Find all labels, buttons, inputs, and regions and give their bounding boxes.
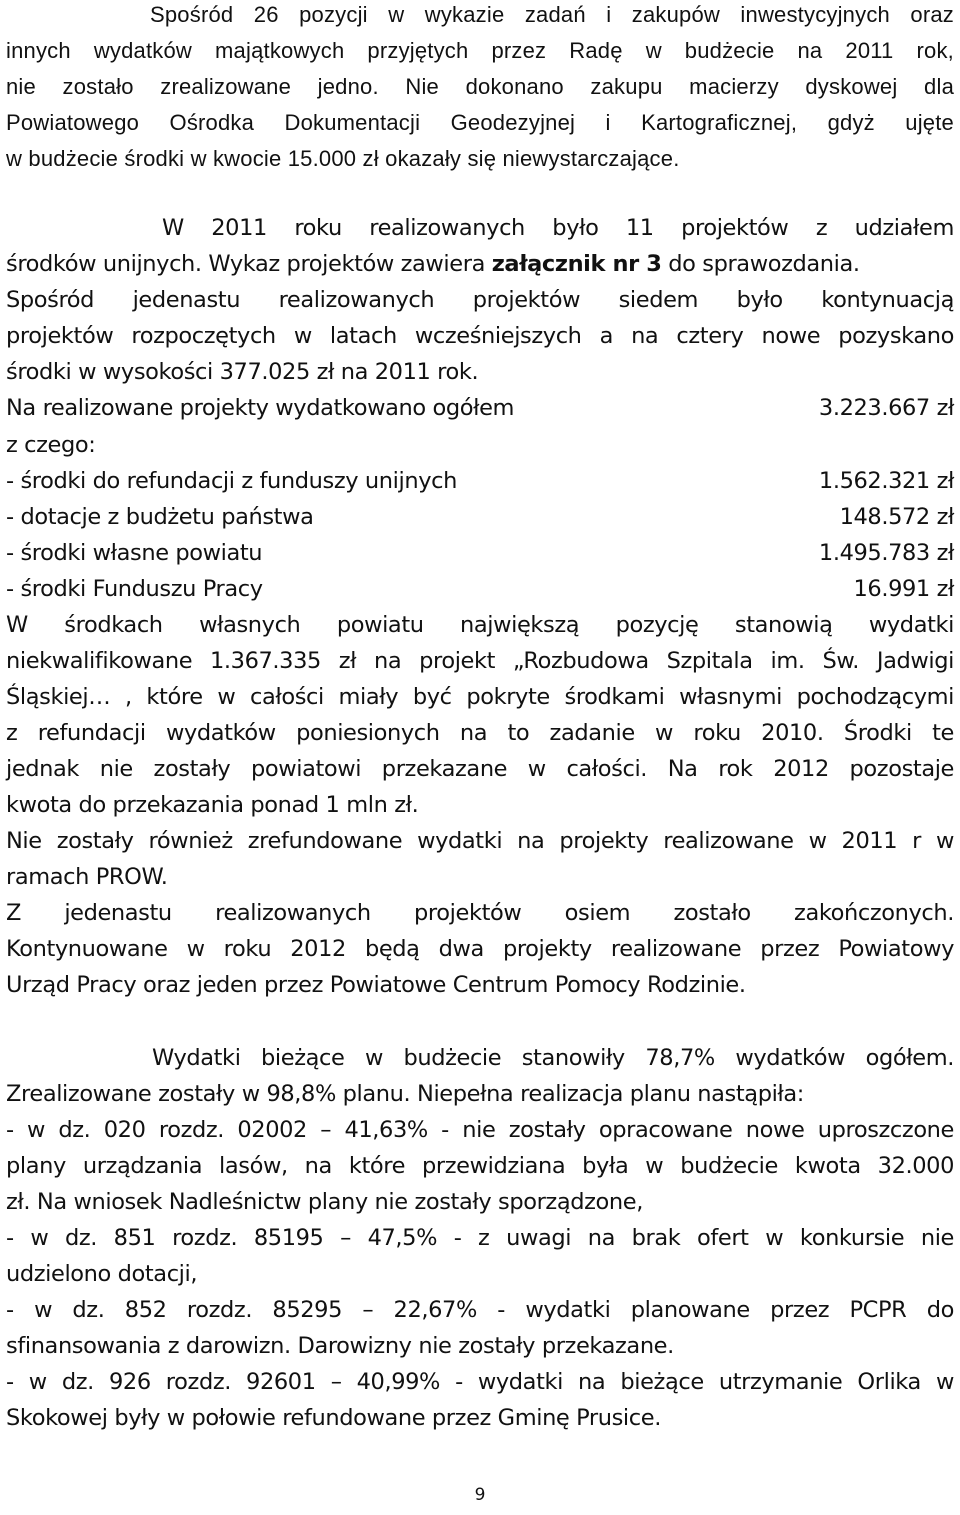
- p4-line-3: - w dz. 020 rozdz. 02002 – 41,63% - nie zostały opracowane nowe uproszczone: [6, 1117, 954, 1143]
- p3-line-1: W środkach własnych powiatu największą pozycję stanowią wydatki: [6, 612, 954, 638]
- spend-row: [6, 504, 954, 534]
- p4-line-1: Wydatki bieżące w budżecie stanowiły 78,7% wydatków ogółem.: [152, 1045, 954, 1071]
- p1-line-2: innych wydatków majątkowych przyjętych przez Radę w budżecie na 2011 rok,: [6, 38, 954, 63]
- p4-line-6: - w dz. 851 rozdz. 85195 – 47,5% - z uwagi na brak ofert w konkursie nie: [6, 1225, 954, 1251]
- p1-line-5: w budżecie środki w kwocie 15.000 zł okazały się niewystarczające.: [6, 146, 680, 171]
- p3-line-9: Z jedenastu realizowanych projektów osiem zostało zakończonych.: [6, 900, 954, 926]
- p2-line-2: [6, 251, 954, 277]
- p1-line-3: nie zostało zrealizowane jedno. Nie dokonano zakupu macierzy dyskowej dla: [6, 74, 954, 99]
- p3-line-7: Nie zostały również zrefundowane wydatki na projekty realizowane w 2011 r w: [6, 828, 954, 854]
- spend-row-label: - środki do refundacji z funduszy unijnych: [6, 468, 457, 494]
- p2-line-4: projektów rozpoczętych w latach wcześniejszych a na cztery nowe pozyskano: [6, 323, 954, 349]
- spend-of-which: z czego:: [6, 432, 96, 458]
- spend-row-label: - środki Funduszu Pracy: [6, 576, 263, 602]
- spend-total-amount: 3.223.667 zł: [818, 395, 954, 421]
- spend-total-row: [6, 395, 954, 425]
- spend-row: [6, 468, 954, 498]
- attachment-reference: załącznik nr 3: [491, 251, 662, 277]
- spend-row-label: - dotacje z budżetu państwa: [6, 504, 314, 530]
- spend-row-amount: 1.562.321 zł: [818, 468, 954, 494]
- p3-line-3: Śląskiej… , które w całości miały być pokryte środkami własnymi pochodzącymi: [6, 684, 954, 710]
- spend-row: [6, 540, 954, 570]
- p2-line-1: W 2011 roku realizowanych było 11 projektów z udziałem: [162, 215, 954, 241]
- spend-row-amount: 16.991 zł: [853, 576, 954, 602]
- p4-line-5: zł. Na wniosek Nadleśnictw plany nie zostały sporządzone,: [6, 1189, 643, 1215]
- p4-line-9: sfinansowania z darowizn. Darowizny nie zostały przekazane.: [6, 1333, 674, 1359]
- p4-line-7: udzielono dotacji,: [6, 1261, 198, 1287]
- p3-line-5: jednak nie zostały powiatowi przekazane w całości. Na rok 2012 pozostaje: [6, 756, 954, 782]
- spend-row: [6, 576, 954, 606]
- spend-row-amount: 148.572 zł: [839, 504, 954, 530]
- p2-line-2-text-c: do sprawozdania.: [661, 251, 860, 277]
- p3-line-11: Urząd Pracy oraz jeden przez Powiatowe Centrum Pomocy Rodzinie.: [6, 972, 746, 998]
- p3-line-8: ramach PROW.: [6, 864, 168, 890]
- page-number: 9: [474, 1485, 486, 1505]
- p3-line-4: z refundacji wydatków poniesionych na to zadanie w roku 2010. Środki te: [6, 720, 954, 746]
- p4-line-4: plany urządzania lasów, na które przewidziana była w budżecie kwota 32.000: [6, 1153, 954, 1179]
- p2-line-5: środki w wysokości 377.025 zł na 2011 rok.: [6, 359, 479, 385]
- p3-line-10: Kontynuowane w roku 2012 będą dwa projekty realizowane przez Powiatowy: [6, 936, 954, 962]
- spend-row-label: - środki własne powiatu: [6, 540, 263, 566]
- p2-line-3: Spośród jedenastu realizowanych projektów siedem było kontynuacją: [6, 287, 954, 313]
- p2-line-2-text-a: środków unijnych. Wykaz projektów zawiera: [6, 251, 492, 277]
- p1-line-1: Spośród 26 pozycji w wykazie zadań i zakupów inwestycyjnych oraz: [150, 2, 954, 27]
- p3-line-2: niekwalifikowane 1.367.335 zł na projekt „Rozbudowa Szpitala im. Św. Jadwigi: [6, 648, 954, 674]
- p3-line-6: kwota do przekazania ponad 1 mln zł.: [6, 792, 419, 818]
- p4-line-2: Zrealizowane zostały w 98,8% planu. Niepełna realizacja planu nastąpiła:: [6, 1081, 804, 1107]
- p1-line-4: Powiatowego Ośrodka Dokumentacji Geodezyjnej i Kartograficznej, gdyż ujęte: [6, 110, 954, 135]
- p4-line-11: Skokowej były w połowie refundowane przez Gminę Prusice.: [6, 1405, 661, 1431]
- spend-row-amount: 1.495.783 zł: [818, 540, 954, 566]
- spend-total-label: Na realizowane projekty wydatkowano ogółem: [6, 395, 515, 421]
- p4-line-10: - w dz. 926 rozdz. 92601 – 40,99% - wydatki na bieżące utrzymanie Orlika w: [6, 1369, 954, 1395]
- p4-line-8: - w dz. 852 rozdz. 85295 – 22,67% - wydatki planowane przez PCPR do: [6, 1297, 954, 1323]
